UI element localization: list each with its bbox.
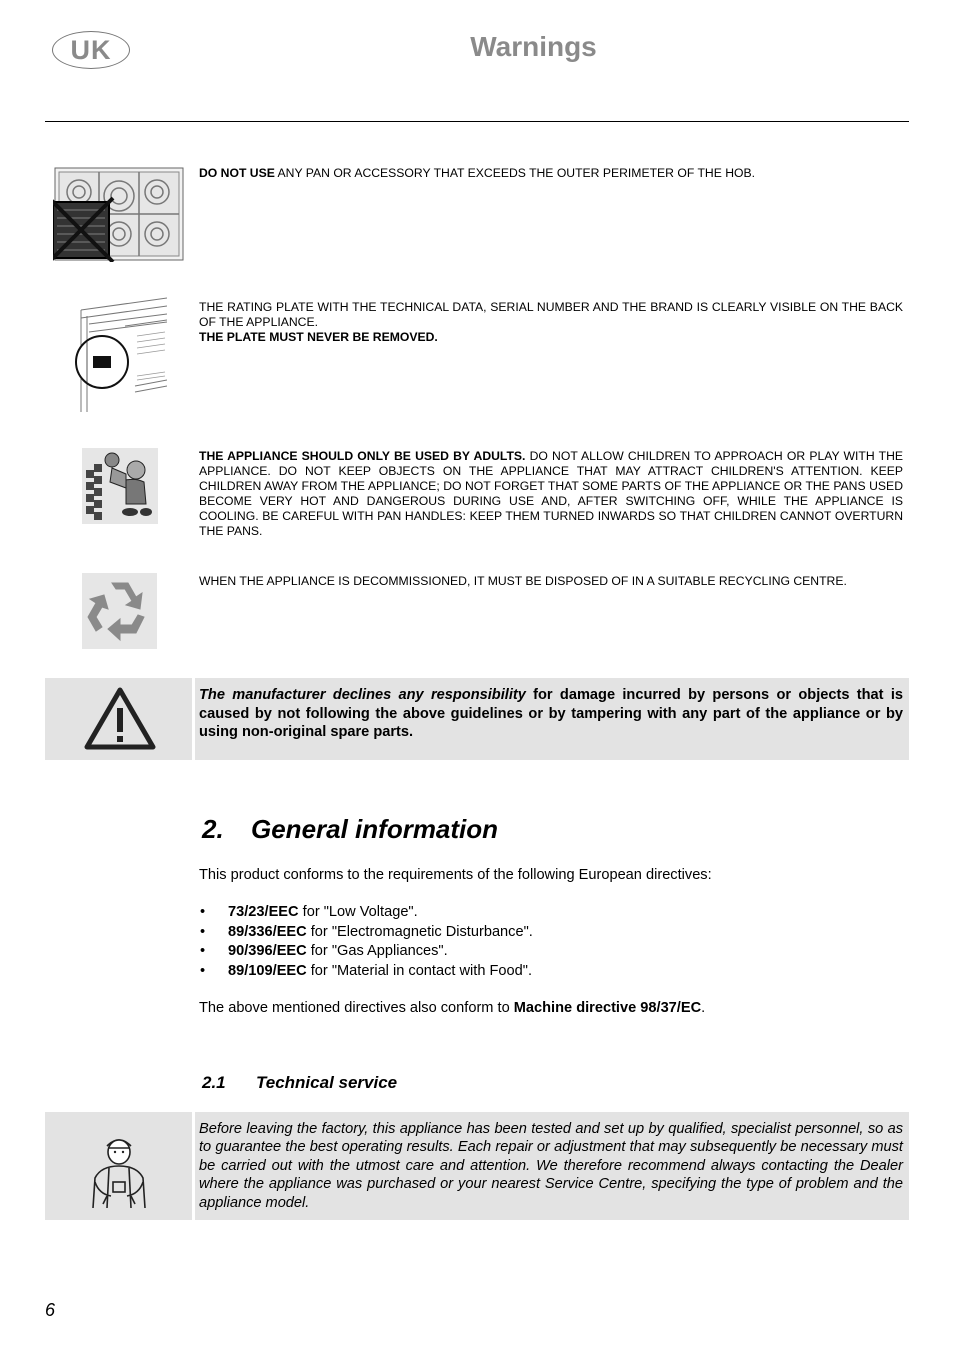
list-item: • 89/336/EEC for "Electromagnetic Disturbance". [200, 923, 533, 940]
oversize-pan-icon [53, 166, 185, 262]
children-warning-icon [82, 448, 158, 524]
page-title: Warnings [470, 31, 597, 62]
warning-recycle-text: WHEN THE APPLIANCE IS DECOMMISSIONED, IT MUST BE DISPOSED OF IN A SUITABLE RECYCLING CENTRE. [199, 574, 847, 588]
list-item: • 73/23/EEC for "Low Voltage". [200, 904, 418, 920]
technical-service-text: Before leaving the factory, this appliance has been tested and set up by qualified, specialist personnel, so as to guarantee the best operating results. Each repair or adjustment that may subsequently be necessary must be carried out with the utmost care and attention. We therefore recommend always contacting the Dealer where the appliance was purchased or your nearest Service Centre, specifying the type of problem and the appliance model. [199, 1121, 903, 1211]
warning-rating-plate-text: THE RATING PLATE WITH THE TECHNICAL DATA, SERIAL NUMBER AND THE BRAND IS CLEARLY VISIBLE ON THE BACK OF THE APPLIANCE. THE PLATE MUST NEVER BE REMOVED. [199, 300, 903, 344]
list-item: • 90/396/EEC for "Gas Appliances". [200, 943, 448, 960]
page-number: 6 [45, 1300, 56, 1320]
section-heading: 2. General information [202, 814, 499, 844]
warning-oversize-pan-text: DO NOT USE ANY PAN OR ACCESSORY THAT EXCEEDS THE OUTER PERIMETER OF THE HOB. [199, 166, 756, 180]
list-item: • 89/109/EEC for "Material in contact with Food". [200, 962, 533, 979]
recycle-icon [82, 573, 157, 649]
uk-badge: UK [52, 31, 130, 69]
machine-directive-note: The above mentioned directives also conform to Machine directive 98/37/EC. [199, 1000, 706, 1016]
section-intro: This product conforms to the requirements of the following European directives: [199, 867, 712, 883]
directives-list [199, 903, 533, 981]
header-divider [45, 121, 909, 122]
responsibility-text: The manufacturer declines any responsibility for damage incurred by persons or objects that is caused by not following the above guidelines or by tampering with any part of the appliance or by using non-original spare parts. [199, 687, 903, 740]
subsection-heading: 2.1 Technical service [202, 1073, 398, 1092]
warning-triangle-icon [45, 678, 192, 760]
technician-icon [45, 1112, 192, 1220]
responsibility-icon-cell [45, 678, 192, 760]
technician-icon-cell [45, 1112, 192, 1220]
rating-plate-icon [75, 296, 167, 412]
warning-children-text: THE APPLIANCE SHOULD ONLY BE USED BY ADULTS. DO NOT ALLOW CHILDREN TO APPROACH OR PLAY WITH THE APPLIANCE. DO NOT KEEP OBJECTS ON THE APPLIANCE THAT MAY ATTRACT CHILDREN'S ATTENTION. KEEP CHILDREN AWAY FROM THE APPLIANCE; DO NOT FORGET THAT SOME PARTS OF THE APPLIANCE OR THE PANS USED BECOME VERY HOT AND DANGEROUS DURING USE AND, AFTER SWITCHING OFF, WHILE THE APPLIANCE IS COOLING. BE CAREFUL WITH PAN HANDLES: KEEP THEM TURNED INWARDS SO THAT CHILDREN CANNOT OVERTURN THE PANS. [199, 449, 903, 538]
